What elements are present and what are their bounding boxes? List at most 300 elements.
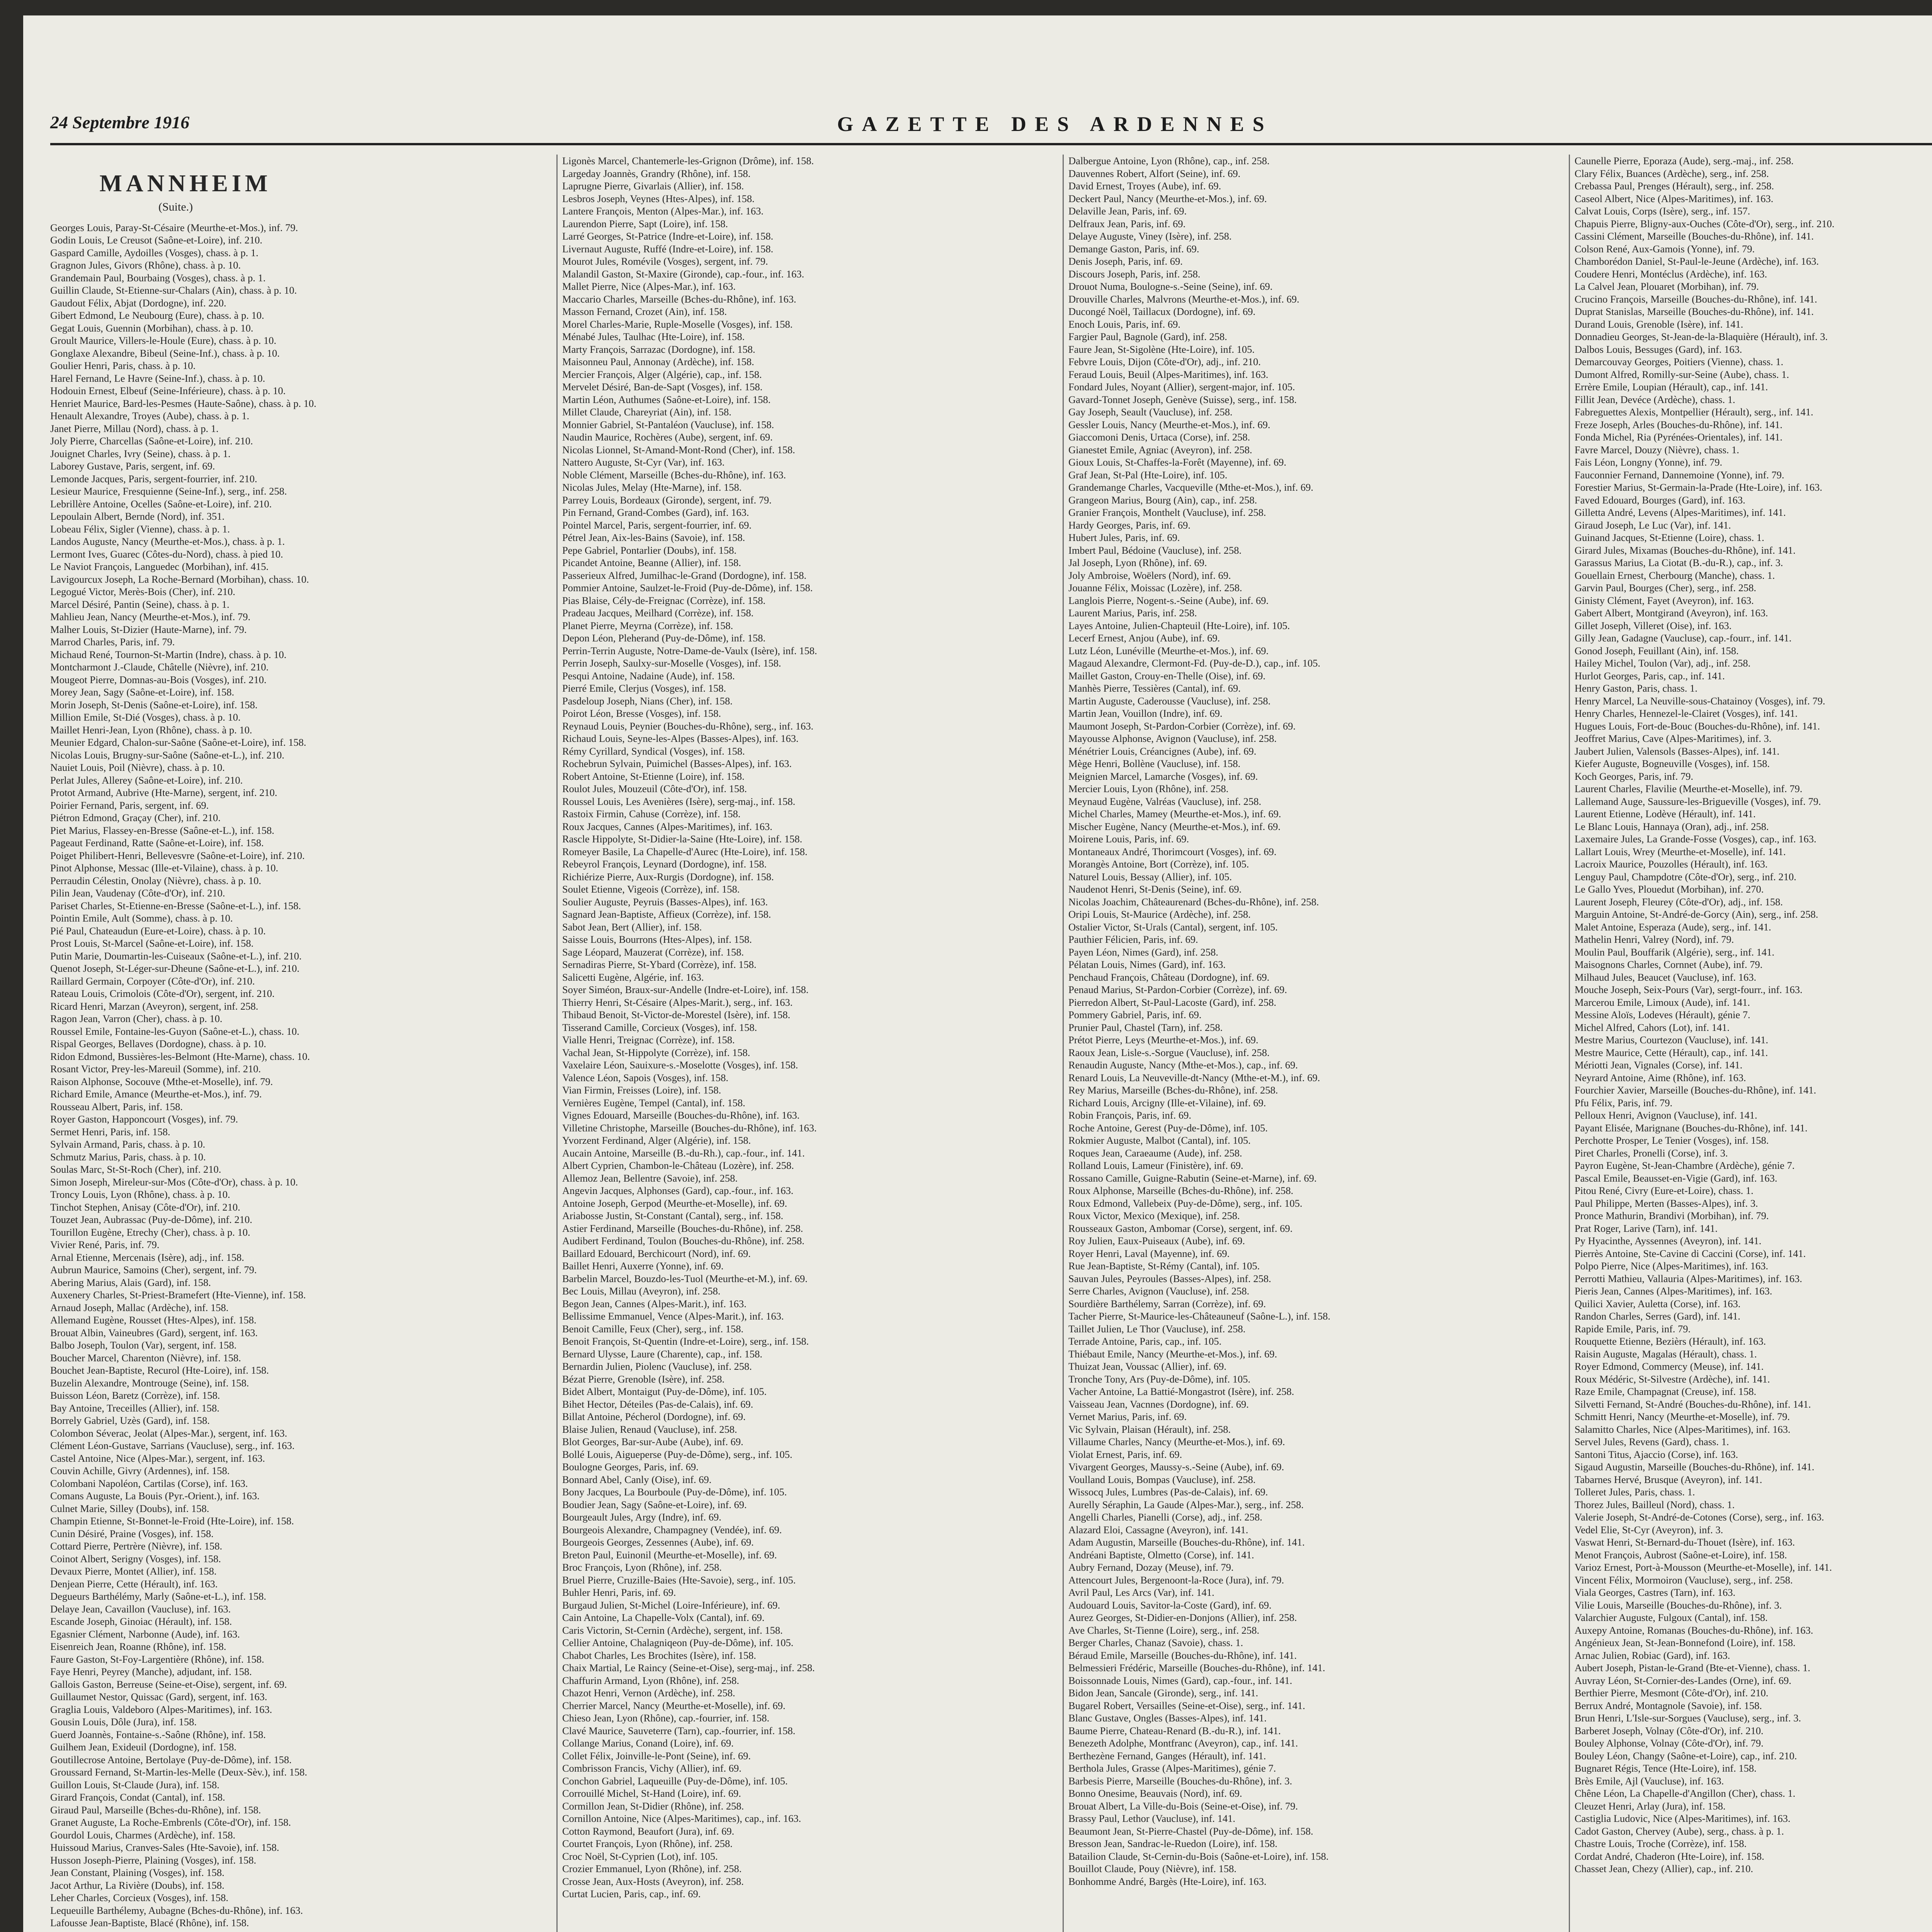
list-item: Gibert Edmond, Le Neubourg (Eure), chass. à p. 10. <box>50 310 264 321</box>
list-item: Valence Léon, Sapois (Vosges), inf. 158. <box>562 1071 729 1083</box>
list-item: Vaxelaire Léon, Sauixure-s.-Moselotte (Vosges), inf. 158. <box>562 1059 798 1071</box>
list-item: Pommery Gabriel, Paris, inf. 69. <box>1068 1009 1202 1020</box>
list-item: Aubry Fernand, Dozay (Meuse), inf. 79. <box>1068 1561 1234 1573</box>
list-item: Gay Joseph, Seault (Vaucluse), inf. 258. <box>1068 406 1233 418</box>
list-item: Moulin Paul, Bouffarik (Algérie), serg., inf. 141. <box>1575 946 1775 958</box>
list-item: Perrotti Mathieu, Vallauria (Alpes-Maritimes), inf. 163. <box>1575 1272 1803 1284</box>
list-item: Poirier Fernand, Paris, sergent, inf. 69. <box>50 799 209 811</box>
list-item: Escande Joseph, Ginoiac (Hérault), inf. 158. <box>50 1616 232 1627</box>
list-item: Montaneaux André, Thorimcourt (Vosges), inf. 69. <box>1068 845 1277 857</box>
list-item: Clément Léon-Gustave, Sarrians (Vaucluse), serg., inf. 163. <box>50 1440 295 1451</box>
list-item: Sabot Jean, Bert (Allier), inf. 158. <box>562 921 702 933</box>
list-item: Passerieux Alfred, Jumilhac-le-Grand (Dordogne), inf. 158. <box>562 569 807 581</box>
list-item: Picandet Antoine, Beanne (Allier), inf. 158. <box>562 557 741 568</box>
list-item: Mathelin Henri, Valrey (Nord), inf. 79. <box>1575 934 1734 945</box>
list-item: Pilin Jean, Vaudenay (Côte-d'Or), inf. 210. <box>50 887 225 899</box>
list-item: Lepoulain Albert, Bernde (Nord), inf. 351. <box>50 510 225 522</box>
column-1-list <box>50 221 545 1929</box>
list-item: Leher Charles, Corcieux (Vosges), inf. 158. <box>50 1892 228 1903</box>
list-item: Langlois Pierre, Nogent-s.-Seine (Aube), inf. 69. <box>1068 594 1269 606</box>
list-item: Boissonnade Louis, Nimes (Gard), cap.-four., inf. 141. <box>1068 1674 1293 1686</box>
list-item: Morey Jean, Sagy (Saône-et-Loire), inf. 158. <box>50 686 235 698</box>
list-item: Roux Victor, Mexico (Mexique), inf. 258. <box>1068 1210 1240 1221</box>
list-item: Baillet Henri, Auxerre (Yonne), inf. 69. <box>562 1260 724 1272</box>
list-item: Lermont Ives, Guarec (Côtes-du-Nord), chass. à pied 10. <box>50 548 283 560</box>
list-item: Arnaud Joseph, Mallac (Ardèche), inf. 158. <box>50 1301 229 1313</box>
list-item: Jal Joseph, Lyon (Rhône), inf. 69. <box>1068 557 1207 568</box>
list-item: Jacot Arthur, La Rivière (Doubs), inf. 158. <box>50 1879 224 1891</box>
list-item: Silvetti Fernand, St-André (Bouches-du-Rhône), inf. 141. <box>1575 1398 1811 1410</box>
list-item: Delfraux Jean, Paris, inf. 69. <box>1068 218 1186 230</box>
list-item: Terrade Antoine, Paris, cap., inf. 105. <box>1068 1335 1222 1347</box>
list-item: Pasdeloup Joseph, Nians (Cher), inf. 158. <box>562 695 733 707</box>
list-item: Pauthier Félicien, Paris, inf. 69. <box>1068 934 1198 945</box>
list-item: Prunier Paul, Chastel (Tarn), inf. 258. <box>1068 1021 1223 1033</box>
list-item: Marcerou Emile, Limoux (Aude), inf. 141. <box>1575 996 1750 1008</box>
list-item: Rémy Cyrillard, Syndical (Vosges), inf. 158. <box>562 745 745 757</box>
list-item: Rokmier Auguste, Malbot (Cantal), inf. 105. <box>1068 1134 1251 1146</box>
list-item: Buisson Léon, Baretz (Corrèze), inf. 158. <box>50 1389 220 1401</box>
list-item: Andréani Baptiste, Olmetto (Corse), inf. 141. <box>1068 1549 1254 1561</box>
list-item: Vedel Elie, St-Cyr (Aveyron), inf. 3. <box>1575 1524 1723 1536</box>
list-item: Grangeon Marius, Bourg (Ain), cap., inf. 258. <box>1068 494 1257 506</box>
list-item: Lesbros Joseph, Veynes (Htes-Alpes), inf. 158. <box>562 192 755 204</box>
list-item: Soyer Siméon, Braux-sur-Andelle (Indre-et-Loire), inf. 158. <box>562 984 809 995</box>
list-item: Dumont Alfred, Romilly-sur-Seine (Aube), chass. 1. <box>1575 368 1789 380</box>
list-item: Bony Jacques, La Bourboule (Puy-de-Dôme), inf. 105. <box>562 1486 787 1498</box>
list-item: Pelloux Henri, Avignon (Vaucluse), inf. 141. <box>1575 1109 1757 1121</box>
list-item: Henry Gaston, Paris, chass. 1. <box>1575 682 1697 694</box>
list-item: Cleuzet Henri, Arlay (Jura), inf. 158. <box>1575 1800 1726 1812</box>
list-item: Fabreguettes Alexis, Montpellier (Hérault), serg., inf. 141. <box>1575 406 1813 418</box>
list-item: Rue Jean-Baptiste, St-Rémy (Cantal), inf. 105. <box>1068 1260 1260 1272</box>
list-item: Nicolas Jules, Melay (Hte-Marne), inf. 158. <box>562 481 742 493</box>
list-item: Pierrès Antoine, Ste-Cavine di Caccini (Corse), inf. 141. <box>1575 1247 1806 1259</box>
list-item: Raze Emile, Champagnat (Creuse), inf. 158. <box>1575 1386 1757 1397</box>
list-item: Pélatan Louis, Nimes (Gard), inf. 163. <box>1068 959 1226 970</box>
list-item: Naudenot Henri, St-Denis (Seine), inf. 69. <box>1068 883 1242 895</box>
list-item: Schmutz Marius, Paris, chass. à p. 10. <box>50 1151 206 1163</box>
list-item: Koch Georges, Paris, inf. 79. <box>1575 770 1694 782</box>
list-item: Sourdière Barthélemy, Sarran (Corrèze), inf. 69. <box>1068 1298 1266 1310</box>
list-item: Chieso Jean, Lyon (Rhône), cap.-fourrier, inf. 158. <box>562 1712 770 1724</box>
list-item: Parrey Louis, Bordeaux (Gironde), sergent, inf. 79. <box>562 494 772 506</box>
list-item: Delaye Jean, Cavaillon (Vaucluse), inf. 163. <box>50 1603 231 1615</box>
list-item: Hubert Jules, Paris, inf. 69. <box>1068 532 1180 543</box>
column-4-list <box>1575 155 1932 1875</box>
list-item: Poirot Léon, Bresse (Vosges), inf. 158. <box>562 707 721 719</box>
list-item: Martin Léon, Authumes (Saône-et-Loire), inf. 158. <box>562 393 771 405</box>
list-item: Vaswat Henri, St-Bernard-du-Thouet (Isère), inf. 163. <box>1575 1536 1795 1548</box>
list-item: Bihet Hector, Déteiles (Pas-de-Calais), inf. 69. <box>562 1398 753 1410</box>
list-item: Colson René, Aux-Gamois (Yonne), inf. 79. <box>1575 243 1755 255</box>
list-item: Auxepy Antoine, Romanas (Bouches-du-Rhône), inf. 163. <box>1575 1624 1813 1636</box>
list-item: Durand Louis, Grenoble (Isère), inf. 141. <box>1575 318 1743 330</box>
list-item: Giaccomoni Denis, Urtaca (Corse), inf. 258. <box>1068 431 1250 443</box>
list-item: Rispal Georges, Bellaves (Dordogne), chass. à p. 10. <box>50 1038 266 1049</box>
list-item: Thierry Henri, St-Césaire (Alpes-Marit.), serg., inf. 163. <box>562 996 793 1008</box>
list-item: Degueurs Barthélémy, Marly (Saône-et-L.), inf. 158. <box>50 1590 267 1602</box>
list-item: Lafousse Jean-Baptiste, Blacé (Rhône), inf. 158. <box>50 1917 249 1929</box>
list-item: Pointin Emile, Ault (Somme), chass. à p. 10. <box>50 912 233 924</box>
list-item: Lobeau Félix, Sigler (Vienne), chass. à p. 1. <box>50 523 230 535</box>
list-item: Bidet Albert, Montaigut (Puy-de-Dôme), inf. 105. <box>562 1386 767 1397</box>
list-item: Drouot Numa, Boulogne-s.-Seine (Seine), inf. 69. <box>1068 281 1273 292</box>
list-item: Goutillecrose Antoine, Bertolaye (Puy-de-Dôme), inf. 158. <box>50 1753 292 1765</box>
list-item: Pronce Mathurin, Brandivi (Morbihan), inf. 79. <box>1575 1210 1769 1221</box>
list-item: Santoni Titus, Ajaccio (Corse), inf. 163. <box>1575 1448 1738 1460</box>
list-item: Saisse Louis, Bourrons (Htes-Alpes), inf. 158. <box>562 934 752 945</box>
list-item: Ménabé Jules, Taulhac (Hte-Loire), inf. 158. <box>562 331 745 342</box>
list-item: Cordat André, Chaderon (Hte-Loire), inf. 158. <box>1575 1850 1764 1862</box>
list-item: Blot Georges, Bar-sur-Aube (Aube), inf. 69. <box>562 1436 743 1447</box>
column-4 <box>1569 155 1932 1932</box>
list-item: Duprat Stanislas, Marseille (Bouches-du-Rhône), inf. 141. <box>1575 306 1814 317</box>
list-item: Rebeyrol François, Leynard (Dordogne), inf. 158. <box>562 858 767 870</box>
list-item: Perchotte Prosper, Le Tenier (Vosges), inf. 158. <box>1575 1134 1769 1146</box>
issue-date: 24 Septembre 1916 <box>50 112 190 132</box>
list-item: Girard François, Condat (Cantal), inf. 158. <box>50 1791 225 1803</box>
list-item: Nauiet Louis, Poil (Nièvre), chass. à p. 10. <box>50 762 225 773</box>
list-item: David Ernest, Troyes (Aube), inf. 69. <box>1068 180 1221 192</box>
list-item: Piret Charles, Pronelli (Corse), inf. 3. <box>1575 1147 1728 1159</box>
list-item: Raison Alphonse, Socouve (Mthe-et-Moselle), inf. 79. <box>50 1075 273 1087</box>
list-item: Tabarnes Hervé, Brusque (Aveyron), inf. 141. <box>1575 1473 1762 1485</box>
list-item: Mercier François, Alger (Algérie), cap., inf. 158. <box>562 368 762 380</box>
list-item: Piet Marius, Flassey-en-Bresse (Saône-et-L.), inf. 158. <box>50 824 274 836</box>
list-item: Rolland Louis, Lameur (Finistère), inf. 69. <box>1068 1160 1243 1171</box>
list-item: Vernières Eugène, Tempel (Cantal), inf. 158. <box>562 1097 745 1109</box>
list-item: Renaudin Auguste, Nancy (Mthe-et-Mos.), cap., inf. 69. <box>1068 1059 1298 1071</box>
list-item: Delaye Auguste, Viney (Isère), inf. 258. <box>1068 230 1232 242</box>
list-item: Salamitto Charles, Nice (Alpes-Maritimes), inf. 163. <box>1575 1423 1791 1435</box>
list-item: Bouillot Claude, Pouy (Nièvre), inf. 158. <box>1068 1863 1236 1874</box>
list-item: Pié Paul, Chateaudun (Eure-et-Loire), chass. à p. 10. <box>50 925 266 937</box>
list-item: Ridon Edmond, Bussières-les-Belmont (Hte-Marne), chass. 10. <box>50 1050 310 1062</box>
list-item: Masson Fernand, Crozet (Ain), inf. 158. <box>562 306 727 317</box>
list-item: Pétrel Jean, Aix-les-Bains (Savoie), inf. 158. <box>562 532 745 543</box>
list-item: Aurez Georges, St-Didier-en-Donjons (Allier), inf. 258. <box>1068 1612 1297 1623</box>
list-item: Lebrillère Antoine, Ocelles (Saône-et-Loire), inf. 210. <box>50 498 272 510</box>
list-item: Michel Charles, Mamey (Meurthe-et-Mos.), inf. 69. <box>1068 808 1281 820</box>
list-item: Faure Gaston, St-Foy-Largentière (Rhône), inf. 158. <box>50 1653 264 1665</box>
list-item: Pinot Alphonse, Messac (Ille-et-Vilaine), chass. à p. 10. <box>50 862 279 874</box>
list-item: Payen Léon, Nimes (Gard), inf. 258. <box>1068 946 1218 958</box>
list-item: Crozier Emmanuel, Lyon (Rhône), inf. 258. <box>562 1863 742 1874</box>
list-item: Roussel Emile, Fontaine-les-Guyon (Saône-et-L.), chass. 10. <box>50 1025 299 1037</box>
list-item: Denis Joseph, Paris, inf. 69. <box>1068 255 1183 267</box>
list-item: Gilly Jean, Gadagne (Vaucluse), cap.-fourr., inf. 141. <box>1575 632 1792 644</box>
list-item: Hugues Louis, Fort-de-Bouc (Bouches-du-Rhône), inf. 141. <box>1575 720 1820 732</box>
list-item: Pariset Charles, St-Etienne-en-Bresse (Saône-et-L.), inf. 158. <box>50 900 301 912</box>
list-item: Vilie Louis, Marseille (Bouches-du-Rhône), inf. 3. <box>1575 1599 1782 1611</box>
list-item: Larré Georges, St-Patrice (Indre-et-Loire), inf. 158. <box>562 230 774 242</box>
column-3-list <box>1068 155 1563 1888</box>
list-item: Benoit Camille, Feux (Cher), serg., inf. 158. <box>562 1323 744 1335</box>
list-item: Deckert Paul, Nancy (Meurthe-et-Mos.), inf. 69. <box>1068 192 1267 204</box>
list-item: Brouat Albin, Vaineubres (Gard), sergent, inf. 163. <box>50 1327 258 1338</box>
list-item: Comans Auguste, La Bouis (Pyr.-Orient.), inf. 163. <box>50 1490 260 1502</box>
list-item: Gianestet Emile, Agniac (Aveyron), inf. 258. <box>1068 444 1252 456</box>
list-item: Auxenery Charles, St-Priest-Bramefert (Hte-Vienne), inf. 158. <box>50 1289 306 1301</box>
list-item: Groult Maurice, Villers-le-Houle (Eure), chass. à p. 10. <box>50 335 277 346</box>
list-item: Arnac Julien, Robiac (Gard), inf. 163. <box>1575 1649 1730 1661</box>
list-item: Egasnier Clément, Narbonne (Aude), inf. 163. <box>50 1628 240 1640</box>
list-item: Castel Antoine, Nice (Alpes-Mar.), sergent, inf. 163. <box>50 1452 265 1464</box>
list-item: Brouat Albert, La Ville-du-Bois (Seine-et-Oise), inf. 79. <box>1068 1800 1298 1812</box>
list-item: Faure Jean, St-Sigolène (Hte-Loire), inf. 105. <box>1068 343 1255 355</box>
list-item: Monnier Gabriel, St-Pantaléon (Vaucluse), inf. 158. <box>562 418 774 430</box>
list-item: Castiglia Ludovic, Nice (Alpes-Maritimes), inf. 163. <box>1575 1813 1791 1824</box>
journal-title: GAZETTE DES ARDENNES <box>837 112 1273 136</box>
list-item: Martin Auguste, Caderousse (Vaucluse), inf. 258. <box>1068 695 1271 707</box>
list-item: Roche Antoine, Gerest (Puy-de-Dôme), inf. 105. <box>1068 1122 1268 1134</box>
list-item: Naturel Louis, Bessay (Allier), inf. 105. <box>1068 871 1232 883</box>
list-item: Goulier Henri, Paris, chass. à p. 10. <box>50 360 196 371</box>
list-item: Chaffurin Armand, Lyon (Rhône), inf. 258. <box>562 1674 740 1686</box>
list-item: La Calvel Jean, Plouaret (Morbihan), inf. 79. <box>1575 281 1759 292</box>
list-item: Manhès Pierre, Tessières (Cantal), inf. 69. <box>1068 682 1241 694</box>
list-item: Rapide Emile, Paris, inf. 79. <box>1575 1323 1691 1335</box>
list-item: Colombani Napoléon, Cartilas (Corse), inf. 163. <box>50 1477 248 1489</box>
list-item: Joly Ambroise, Woëlers (Nord), inf. 69. <box>1068 569 1231 581</box>
list-item: Bruel Pierre, Cruzille-Baies (Hte-Savoie), serg., inf. 105. <box>562 1574 796 1586</box>
list-item: Astier Ferdinand, Marseille (Bouches-du-Rhône), inf. 258. <box>562 1222 803 1234</box>
list-item: Giraud Joseph, Le Luc (Var), inf. 141. <box>1575 519 1731 531</box>
list-item: Maisonneu Paul, Annonay (Ardèche), inf. 158. <box>562 356 754 367</box>
list-item: Guerd Joannès, Fontaine-s.-Saône (Rhône), inf. 158. <box>50 1728 266 1740</box>
column-2-list <box>562 155 1057 1900</box>
list-item: Romeyer Basile, La Chapelle-d'Aurec (Hte-Loire), inf. 158. <box>562 845 808 857</box>
list-item: Mallet Pierre, Nice (Alpes-Mar.), inf. 163. <box>562 281 736 292</box>
list-item: Oripi Louis, St-Maurice (Ardèche), inf. 258. <box>1068 908 1251 920</box>
list-item: Vincent Félix, Mormoiron (Vaucluse), serg., inf. 258. <box>1575 1574 1793 1586</box>
list-item: Cadot Gaston, Chervey (Aube), serg., chass. à p. 1. <box>1575 1825 1784 1837</box>
list-item: Sigaud Augustin, Marseille (Bouches-du-Rhône), inf. 141. <box>1575 1461 1815 1473</box>
list-item: Vacher Antoine, La Battié-Mongastrot (Isère), inf. 258. <box>1068 1386 1294 1397</box>
list-item: Guillaumet Nestor, Quissac (Gard), sergent, inf. 163. <box>50 1691 267 1702</box>
list-item: Allemoz Jean, Bellentre (Savoie), inf. 258. <box>562 1172 738 1184</box>
list-item: Laprugne Pierre, Givarlais (Allier), inf. 158. <box>562 180 744 192</box>
list-item: Michel Alfred, Cahors (Lot), inf. 141. <box>1575 1021 1730 1033</box>
list-item: Buhler Henri, Paris, inf. 69. <box>562 1587 676 1598</box>
list-item: Pierré Emile, Clerjus (Vosges), inf. 158. <box>562 682 726 694</box>
list-item: Guillon Louis, St-Claude (Jura), inf. 158. <box>50 1779 219 1791</box>
list-item: Delaville Jean, Paris, inf. 69. <box>1068 205 1187 217</box>
list-item: Cassini Clément, Marseille (Bouches-du-Rhône), inf. 141. <box>1575 230 1814 242</box>
list-item: Vic Sylvain, Plaisan (Hérault), inf. 258. <box>1068 1423 1231 1435</box>
list-item: Prat Roger, Larive (Tarn), inf. 141. <box>1575 1222 1718 1234</box>
list-item: Layes Antoine, Julien-Chapteuil (Hte-Loire), inf. 105. <box>1068 619 1290 631</box>
list-item: Cherrier Marcel, Nancy (Meurthe-et-Moselle), inf. 69. <box>562 1699 786 1711</box>
list-item: Messine Aloïs, Lodeves (Hérault), génie 7. <box>1575 1009 1750 1020</box>
list-item: Ave Charles, St-Tienne (Loire), serg., inf. 258. <box>1068 1624 1260 1636</box>
list-item: Bonhomme André, Bargès (Hte-Loire), inf. 163. <box>1068 1875 1267 1887</box>
list-item: Chastre Louis, Troche (Corrèze), inf. 158. <box>1575 1838 1747 1849</box>
list-item: Perlat Jules, Allerey (Saône-et-Loire), inf. 210. <box>50 774 243 786</box>
list-item: Bourgeois Georges, Zessennes (Aube), inf. 69. <box>562 1536 754 1548</box>
list-item: Varioz Ernest, Port-à-Mousson (Meurthe-et-Moselle), inf. 141. <box>1575 1561 1832 1573</box>
list-item: Ligonès Marcel, Chantemerle-les-Grignon (Drôme), inf. 158. <box>562 155 814 167</box>
list-item: Champin Etienne, St-Bonnet-le-Froid (Hte-Loire), inf. 158. <box>50 1515 294 1527</box>
list-item: Sermet Henri, Paris, inf. 158. <box>50 1126 170 1138</box>
list-item: Malet Antoine, Esperaza (Aude), serg., inf. 141. <box>1575 921 1771 933</box>
list-item: Angevin Jacques, Alphonses (Gard), cap.-four., inf. 163. <box>562 1185 794 1196</box>
list-item: Cunin Désiré, Praine (Vosges), inf. 158. <box>50 1527 214 1539</box>
list-item: Bouley Alphonse, Volnay (Côte-d'Or), inf. 79. <box>1575 1737 1764 1749</box>
list-item: Mercier Louis, Lyon (Rhône), inf. 258. <box>1068 783 1229 794</box>
list-item: Rey Marius, Marseille (Bches-du-Rhône), inf. 258. <box>1068 1084 1278 1096</box>
list-item: Combrisson Francis, Vichy (Allier), inf. 69. <box>562 1762 742 1774</box>
list-item: Maisognons Charles, Cornnet (Aube), inf. 79. <box>1575 959 1763 970</box>
list-item: Schmitt Henri, Nancy (Meurthe-et-Moselle), inf. 79. <box>1575 1411 1790 1422</box>
list-item: Sylvain Armand, Paris, chass. à p. 10. <box>50 1138 206 1150</box>
list-item: Rouquette Etienne, Bezièrs (Hérault), inf. 163. <box>1575 1335 1766 1347</box>
list-item: Fonda Michel, Ria (Pyrénées-Orientales), inf. 141. <box>1575 431 1782 443</box>
list-item: Berger Charles, Chanaz (Savoie), chass. 1. <box>1068 1637 1243 1648</box>
list-item: Aubrun Maurice, Samoins (Cher), sergent, inf. 79. <box>50 1264 257 1276</box>
list-item: Corrouillé Michel, St-Hand (Loire), inf. 69. <box>562 1787 741 1799</box>
list-item: Tisserand Camille, Corcieux (Vosges), inf. 158. <box>562 1021 757 1033</box>
list-item: Demange Gaston, Paris, inf. 69. <box>1068 243 1199 255</box>
list-item: Vachal Jean, St-Hippolyte (Corrèze), inf. 158. <box>562 1046 750 1058</box>
list-item: Viala Georges, Castres (Tarn), inf. 163. <box>1575 1587 1736 1598</box>
list-item: Barbelin Marcel, Bouzdo-les-Tuol (Meurthe-et-M.), inf. 69. <box>562 1272 808 1284</box>
list-item: Touzet Jean, Aubrassac (Puy-de-Dôme), inf. 210. <box>50 1214 252 1225</box>
list-item: Nicolas Louis, Brugny-sur-Saône (Saône-et-L.), inf. 210. <box>50 749 284 761</box>
list-item: Boudier Jean, Sagy (Saône-et-Loire), inf. 69. <box>562 1498 747 1510</box>
list-item: Mestre Maurice, Cette (Hérault), cap., inf. 141. <box>1575 1046 1768 1058</box>
text-columns <box>50 155 1932 1932</box>
list-item: Maillet Henri-Jean, Lyon (Rhône), chass. à p. 10. <box>50 724 252 736</box>
list-item: Gonglaxe Alexandre, Bibeul (Seine-Inf.), chass. à p. 10. <box>50 347 280 359</box>
list-item: Béraud Emile, Marseille (Bouches-du-Rhône), inf. 141. <box>1068 1649 1297 1661</box>
list-item: Bugarel Robert, Versailles (Seine-et-Oise), serg., inf. 141. <box>1068 1699 1305 1711</box>
list-item: Garvin Paul, Bourges (Cher), serg., inf. 258. <box>1575 582 1757 594</box>
list-item: Garassus Marius, La Ciotat (B.-du-R.), cap., inf. 3. <box>1575 557 1783 568</box>
list-item: Million Emile, St-Dié (Vosges), chass. à p. 10. <box>50 711 241 723</box>
list-item: Pias Blaise, Cély-de-Freignac (Corrèze), inf. 158. <box>562 594 766 606</box>
list-item: Cornillon Antoine, Nice (Alpes-Maritimes), cap., inf. 163. <box>562 1813 801 1824</box>
list-item: Errère Emile, Loupian (Hérault), cap., inf. 141. <box>1575 381 1768 393</box>
list-item: Thibaud Benoit, St-Victor-de-Morestel (Isère), inf. 158. <box>562 1009 791 1020</box>
list-item: Bourgeois Alexandre, Champagney (Vendée), inf. 69. <box>562 1524 782 1536</box>
list-item: Hodouin Ernest, Elbeuf (Seine-Inférieure), chass. à p. 10. <box>50 385 286 396</box>
list-item: Perrin Joseph, Saulxy-sur-Moselle (Vosges), inf. 158. <box>562 657 781 669</box>
list-item: Nicolas Joachim, Châteaurenard (Bches-du-Rhône), inf. 258. <box>1068 896 1319 908</box>
column-2 <box>556 155 1057 1932</box>
list-item: Henry Marcel, La Neuville-sous-Chatainoy (Vosges), inf. 79. <box>1575 695 1825 707</box>
list-item: Richard Louis, Arcigny (Ille-et-Vilaine), inf. 69. <box>1068 1097 1266 1109</box>
list-item: Bouley Léon, Changy (Saône-et-Loire), cap., inf. 210. <box>1575 1750 1797 1762</box>
list-item: Gonod Joseph, Feuillant (Ain), inf. 158. <box>1575 645 1739 656</box>
list-item: Malandil Gaston, St-Maxire (Gironde), cap.-four., inf. 163. <box>562 268 804 280</box>
list-item: Raisin Auguste, Magalas (Hérault), chass. 1. <box>1575 1348 1757 1360</box>
list-item: Graf Jean, St-Pal (Hte-Loire), inf. 105. <box>1068 469 1228 481</box>
list-item: Baillard Edouard, Berchicourt (Nord), inf. 69. <box>562 1247 751 1259</box>
list-item: Gilletta André, Levens (Alpes-Maritimes), inf. 141. <box>1575 507 1786 518</box>
list-item: Roy Julien, Eaux-Puiseaux (Aube), inf. 69. <box>1068 1235 1245 1247</box>
list-item: Gabert Albert, Montgirand (Aveyron), inf. 163. <box>1575 607 1768 619</box>
column-3 <box>1063 155 1563 1932</box>
list-item: Morin Joseph, St-Denis (Saône-et-Loire), inf. 158. <box>50 699 258 711</box>
list-item: Dalbergue Antoine, Lyon (Rhône), cap., inf. 258. <box>1068 155 1270 167</box>
list-item: Yvorzent Ferdinand, Alger (Algérie), inf. 158. <box>562 1134 751 1146</box>
list-item: Chamborédon Daniel, St-Paul-le-Jeune (Ardèche), inf. 163. <box>1575 255 1819 267</box>
list-item: Baume Pierre, Chateau-Renard (B.-du-R.), inf. 141. <box>1068 1725 1281 1736</box>
list-item: Eisenreich Jean, Roanne (Rhône), inf. 158. <box>50 1641 226 1652</box>
list-item: Tacher Pierre, St-Maurice-les-Châteauneuf (Saône-L.), inf. 158. <box>1068 1310 1331 1322</box>
list-item: Arnal Etienne, Mercenais (Isère), adj., inf. 158. <box>50 1251 244 1263</box>
list-item: Borrely Gabriel, Uzès (Gard), inf. 158. <box>50 1415 210 1426</box>
list-item: Michaud René, Tournon-St-Martin (Indre), chass. à p. 10. <box>50 648 287 660</box>
list-item: Rascle Hippolyte, St-Didier-la-Saine (Hte-Loire), inf. 158. <box>562 833 803 845</box>
list-item: Paul Philippe, Merten (Basses-Alpes), inf. 3. <box>1575 1197 1758 1209</box>
list-item: Denjean Pierre, Cette (Hérault), inf. 163. <box>50 1578 218 1590</box>
list-item: Hurlot Georges, Paris, cap., inf. 141. <box>1575 670 1725 682</box>
list-item: Couvin Achille, Givry (Ardennes), inf. 158. <box>50 1465 230 1476</box>
list-item: Laurent Joseph, Fleurey (Côte-d'Or), adj., inf. 158. <box>1575 896 1783 908</box>
list-item: Aubert Joseph, Pistan-le-Grand (Bte-et-Vienne), chass. 1. <box>1575 1662 1810 1673</box>
list-item: Gragnon Jules, Givors (Rhône), chass. à p. 10. <box>50 259 241 271</box>
list-item: Perraudin Célestin, Onolay (Nièvre), chass. à p. 10. <box>50 874 262 886</box>
list-item: Adam Augustin, Marseille (Bouches-du-Rhône), inf. 141. <box>1068 1536 1305 1548</box>
list-item: Chêne Léon, La Chapelle-d'Angillon (Cher), chass. 1. <box>1575 1787 1796 1799</box>
list-item: Maccario Charles, Marseille (Bches-du-Rhône), inf. 163. <box>562 293 796 305</box>
list-item: Culnet Marie, Silley (Doubs), inf. 158. <box>50 1502 209 1514</box>
list-item: Pointel Marcel, Paris, sergent-fourrier, inf. 69. <box>562 519 752 531</box>
list-item: Forestier Marius, St-Germain-la-Prade (Hte-Loire), inf. 163. <box>1575 481 1822 493</box>
list-item: Lallart Louis, Wrey (Meurthe-et-Moselle), inf. 141. <box>1575 845 1786 857</box>
list-item: Mestre Marius, Courtezon (Vaucluse), inf. 141. <box>1575 1034 1769 1046</box>
list-item: Maillet Gaston, Crouy-en-Thelle (Oise), inf. 69. <box>1068 670 1265 682</box>
column-1 <box>50 155 545 1932</box>
list-item: Raoux Jean, Lisle-s.-Sorgue (Vaucluse), inf. 258. <box>1068 1046 1270 1058</box>
list-item: Rochebrun Sylvain, Puimichel (Basses-Alpes), inf. 163. <box>562 758 792 769</box>
list-item: Lavigourcux Joseph, La Roche-Bernard (Morbihan), chass. 10. <box>50 573 309 585</box>
list-item: Tolleret Jules, Paris, chass. 1. <box>1575 1486 1695 1498</box>
list-item: Robert Antoine, St-Etienne (Loire), inf. 158. <box>562 770 745 782</box>
list-item: Jouanne Félix, Moissac (Lozère), inf. 258. <box>1068 582 1242 594</box>
list-item: Febvre Louis, Dijon (Côte-d'Or), adj., inf. 210. <box>1068 356 1261 367</box>
list-item: Angelli Charles, Pianelli (Corse), adj., inf. 258. <box>1068 1511 1262 1523</box>
list-item: Berrux André, Montagnole (Savoie), inf. 158. <box>1575 1699 1762 1711</box>
list-item: Devaux Pierre, Montet (Allier), inf. 158. <box>50 1565 217 1577</box>
list-item: Marguin Antoine, St-André-de-Gorcy (Ain), serg., inf. 258. <box>1575 908 1818 920</box>
list-item: Soulier Auguste, Peyruis (Basses-Alpes), inf. 163. <box>562 896 768 908</box>
list-item: Coudere Henri, Montéclus (Ardèche), inf. 163. <box>1575 268 1767 280</box>
list-item: Fauconnier Fernand, Dannemoine (Yonne), inf. 79. <box>1575 469 1784 481</box>
list-item: Mischer Eugène, Nancy (Meurthe-et-Mos.), inf. 69. <box>1068 820 1281 832</box>
list-item: Curtat Lucien, Paris, cap., inf. 69. <box>562 1888 701 1900</box>
list-item: Boucher Marcel, Charenton (Nièvre), inf. 158. <box>50 1352 241 1364</box>
list-item: Imbert Paul, Bédoine (Vaucluse), inf. 258. <box>1068 544 1242 556</box>
list-item: Pradeau Jacques, Meilhard (Corrèze), inf. 158. <box>562 607 754 619</box>
list-item: Henry Charles, Hennezel-le-Clairet (Vosges), inf. 141. <box>1575 707 1798 719</box>
list-item: Laurent Marius, Paris, inf. 258. <box>1068 607 1197 619</box>
list-item: Putin Marie, Doumartin-les-Cuiseaux (Saône-et-L.), inf. 210. <box>50 950 302 962</box>
list-item: Vivier René, Paris, inf. 79. <box>50 1239 160 1250</box>
list-item: Jaubert Julien, Valensols (Basses-Alpes), inf. 141. <box>1575 745 1780 757</box>
list-item: Angénieux Jean, St-Jean-Bonnefond (Loire), inf. 158. <box>1575 1637 1796 1648</box>
list-item: Serre Charles, Avignon (Vaucluse), inf. 258. <box>1068 1285 1250 1297</box>
list-item: Guilhem Jean, Exideuil (Dordogne), inf. 158. <box>50 1741 237 1753</box>
list-item: Roux Médéric, St-Silvestre (Ardèche), inf. 141. <box>1575 1373 1770 1385</box>
list-item: Avril Paul, Les Arcs (Var), inf. 141. <box>1068 1587 1214 1598</box>
list-item: Courtet François, Lyon (Rhône), inf. 258. <box>562 1838 733 1849</box>
list-item: Graglia Louis, Valdeboro (Alpes-Maritimes), inf. 163. <box>50 1703 272 1715</box>
list-item: Alazard Eloi, Cassagne (Aveyron), inf. 141. <box>1068 1524 1248 1536</box>
